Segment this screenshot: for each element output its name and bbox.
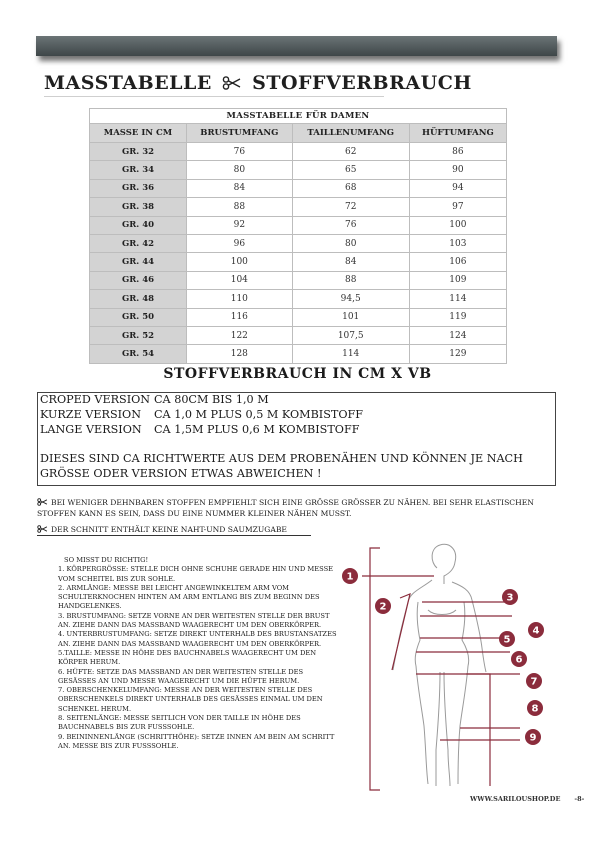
fabric-row [40,423,360,436]
measure-item: 3. BRUSTUMFANG: SETZE VORNE AN DER WEITESTEN STELLE DER BRUST AN. ZIEHE DANN DAS MASSBAND WAAGERECHT UM DEN OBERKÖRPER. [58,611,330,630]
measure-value-cell: 114 [409,290,506,308]
measure-value-cell: 76 [292,216,409,234]
measure-value-cell: 62 [292,143,409,161]
footer [470,795,584,803]
marker-9 [525,729,541,745]
measure-value-cell: 88 [292,271,409,289]
fabric-box [37,392,556,486]
table-row [90,216,507,234]
marker-3 [502,589,518,605]
measure-item: 7. OBERSCHENKELUMFANG: MESSE AN DER WEITESTEN STELLE DES OBERSCHENKELS DIREKT UNTERHALB DES GESÄSSES EINMAL UM DEN SCHENKEL HERUM. [58,686,323,713]
header-taillenumfang: TAILLENUMFANG [292,124,409,143]
hint-seam [37,524,311,536]
measure-value-cell: 116 [187,308,293,326]
measure-value-cell: 129 [409,345,506,363]
measure-value-cell: 88 [187,198,293,216]
scissors-icon [222,76,242,90]
size-label-cell: GR. 50 [90,308,187,326]
table-row [90,326,507,344]
measure-value-cell: 80 [187,161,293,179]
size-label-cell: GR. 48 [90,290,187,308]
size-label-cell: GR. 44 [90,253,187,271]
size-table [89,108,507,364]
body-outline [393,544,486,786]
measure-instructions [58,556,338,751]
header-banner [36,36,557,56]
marker-4 [528,622,544,638]
fabric-version-label: CROPED VERSION [40,393,151,406]
fabric-version-label: KURZE VERSION [40,408,142,421]
marker-label-1: 1 [346,571,354,583]
measure-value-cell: 110 [187,290,293,308]
fabric-row [40,393,269,406]
body-measurement-figure [340,540,560,800]
measure-item: 5.TAILLE: MESSE IN HÖHE DES BAUCHNABELS WAAGERECHT UM DEN KÖRPER HERUM. [58,648,317,667]
marker-label-4: 4 [532,625,540,637]
measure-item: 6. HÜFTE: SETZE DAS MASSBAND AN DER WEITESTEN STELLE DES GESÄSSES AN UND MESSE WAAGERECHT UM DIE HÜFTE HERUM. [58,667,304,685]
table-row [90,198,507,216]
size-label-cell: GR. 40 [90,216,187,234]
table-row [90,308,507,326]
size-label-cell: GR. 32 [90,143,187,161]
measure-lines [362,548,520,790]
measure-value-cell: 101 [292,308,409,326]
measure-value-cell: 122 [187,326,293,344]
size-label-cell: GR. 52 [90,326,187,344]
title-stoffverbrauch: STOFFVERBRAUCH [252,72,472,94]
measure-value-cell: 84 [187,179,293,197]
size-label-cell: GR. 42 [90,234,187,252]
table-row [90,253,507,271]
size-label-cell: GR. 54 [90,345,187,363]
marker-8 [527,700,543,716]
size-label-cell: GR. 38 [90,198,187,216]
table-row [90,290,507,308]
measure-value-cell: 119 [409,308,506,326]
footer-url: WWW.SARILOUSHOP.DE [470,795,561,803]
header-hueftumfang: HÜFTUMFANG [409,124,506,143]
measure-value-cell: 92 [187,216,293,234]
marker-6 [511,651,527,667]
measure-value-cell: 86 [409,143,506,161]
measure-heading: SO MISST DU RICHTIG! [64,556,149,564]
title-underline [44,96,384,97]
measure-value-cell: 72 [292,198,409,216]
measure-value-cell: 84 [292,253,409,271]
marker-label-7: 7 [530,676,538,688]
measure-value-cell: 94 [409,179,506,197]
fabric-version-label: LANGE VERSION [40,423,142,436]
fabric-note: DIESES SIND CA RICHTWERTE AUS DEM PROBENÄHEN UND KÖNNEN JE NACH GRÖSSE ODER VERSION ETWAS ABWEICHEN ! [40,452,523,480]
title-masstabelle: MASSTABELLE [44,72,212,94]
page-number: -8- [574,795,585,803]
measure-value-cell: 104 [187,271,293,289]
table-row [90,345,507,363]
marker-label-5: 5 [503,634,511,646]
hint-stretch-text: BEI WENIGER DEHNBAREN STOFFEN EMPFIEHLT SICH EINE GRÖSSE GRÖSSER ZU NÄHEN. BEI SEHR ELASTISCHEN STOFFEN KANN ES SEIN, DASS DU EINE NUMMER KLEINER NÄHEN MUSST. [37,498,534,519]
measure-item: 4. UNTERBRUSTUMFANG: SETZE DIREKT UNTERHALB DES BRUSTANSATZES AN. ZIEHE DANN DAS MASSBAND WAAGERECHT UM DEN OBERKÖRPER. [58,630,337,648]
page-title [44,72,472,94]
size-table-caption: MASSTABELLE FÜR DAMEN [90,109,507,124]
measure-value-cell: 94,5 [292,290,409,308]
table-row [90,271,507,289]
measure-value-cell: 65 [292,161,409,179]
hint-seam-text: DER SCHNITT ENTHÄLT KEINE NAHT-UND SAUMZUGABE [51,525,287,534]
hint-stretch [37,497,557,520]
size-table-body [90,143,507,364]
fabric-title: STOFFVERBRAUCH IN CM X VB [163,366,432,382]
table-row [90,161,507,179]
measure-item: 9. BEININNENLÄNGE (SCHRITTHÖHE): SETZE INNEN AM BEIN AM SCHRITT AN. MESSE BIS ZUR FUSSSOHLE. [58,732,335,750]
measure-item: 8. SEITENLÄNGE: MESSE SEITLICH VON DER TAILLE IN HÖHE DES BAUCHNABELS BIS ZUR FUSSSOHLE. [58,714,301,732]
measure-value-cell: 100 [409,216,506,234]
measure-value-cell: 80 [292,234,409,252]
marker-label-3: 3 [506,592,514,604]
measure-value-cell: 97 [409,198,506,216]
measure-value-cell: 109 [409,271,506,289]
measure-item: 1. KÖRPERGRÖSSE: STELLE DICH OHNE SCHUHE GERADE HIN UND MESSE VOM SCHEITEL BIS ZUR SOHLE. [58,565,334,583]
measure-value-cell: 114 [292,345,409,363]
marker-label-9: 9 [529,732,537,744]
fabric-version-value: CA 1,5M PLUS 0,6 M KOMBISTOFF [154,423,360,436]
measure-value-cell: 90 [409,161,506,179]
header-brustumfang: BRUSTUMFANG [187,124,293,143]
measure-value-cell: 124 [409,326,506,344]
scissors-icon [37,498,48,506]
measure-item: 2. ARMLÄNGE: MESSE BEI LEICHT ANGEWINKELTEM ARM VOM SCHULTERKNOCHEN HINTEN AM ARM ENTLANG BIS ZUM BEGINN DES HANDGELENKES. [58,583,320,611]
measure-value-cell: 76 [187,143,293,161]
fabric-row [40,408,363,421]
measure-value-cell: 68 [292,179,409,197]
measure-value-cell: 107,5 [292,326,409,344]
size-label-cell: GR. 46 [90,271,187,289]
marker-1 [342,568,358,584]
measure-value-cell: 96 [187,234,293,252]
table-row [90,143,507,161]
fabric-version-value: CA 1,0 M PLUS 0,5 M KOMBISTOFF [154,408,364,421]
measure-value-cell: 103 [409,234,506,252]
marker-2 [375,598,391,614]
measure-value-cell: 128 [187,345,293,363]
marker-label-2: 2 [379,601,387,613]
marker-5 [499,631,515,647]
marker-label-8: 8 [531,703,539,715]
fabric-version-value: CA 80CM BIS 1,0 M [154,393,269,406]
table-row [90,179,507,197]
header-masse: MASSE IN CM [90,124,187,143]
measure-value-cell: 100 [187,253,293,271]
marker-label-6: 6 [515,654,523,666]
marker-7 [526,673,542,689]
size-label-cell: GR. 36 [90,179,187,197]
measure-value-cell: 106 [409,253,506,271]
size-label-cell: GR. 34 [90,161,187,179]
scissors-icon [37,525,48,533]
table-row [90,234,507,252]
